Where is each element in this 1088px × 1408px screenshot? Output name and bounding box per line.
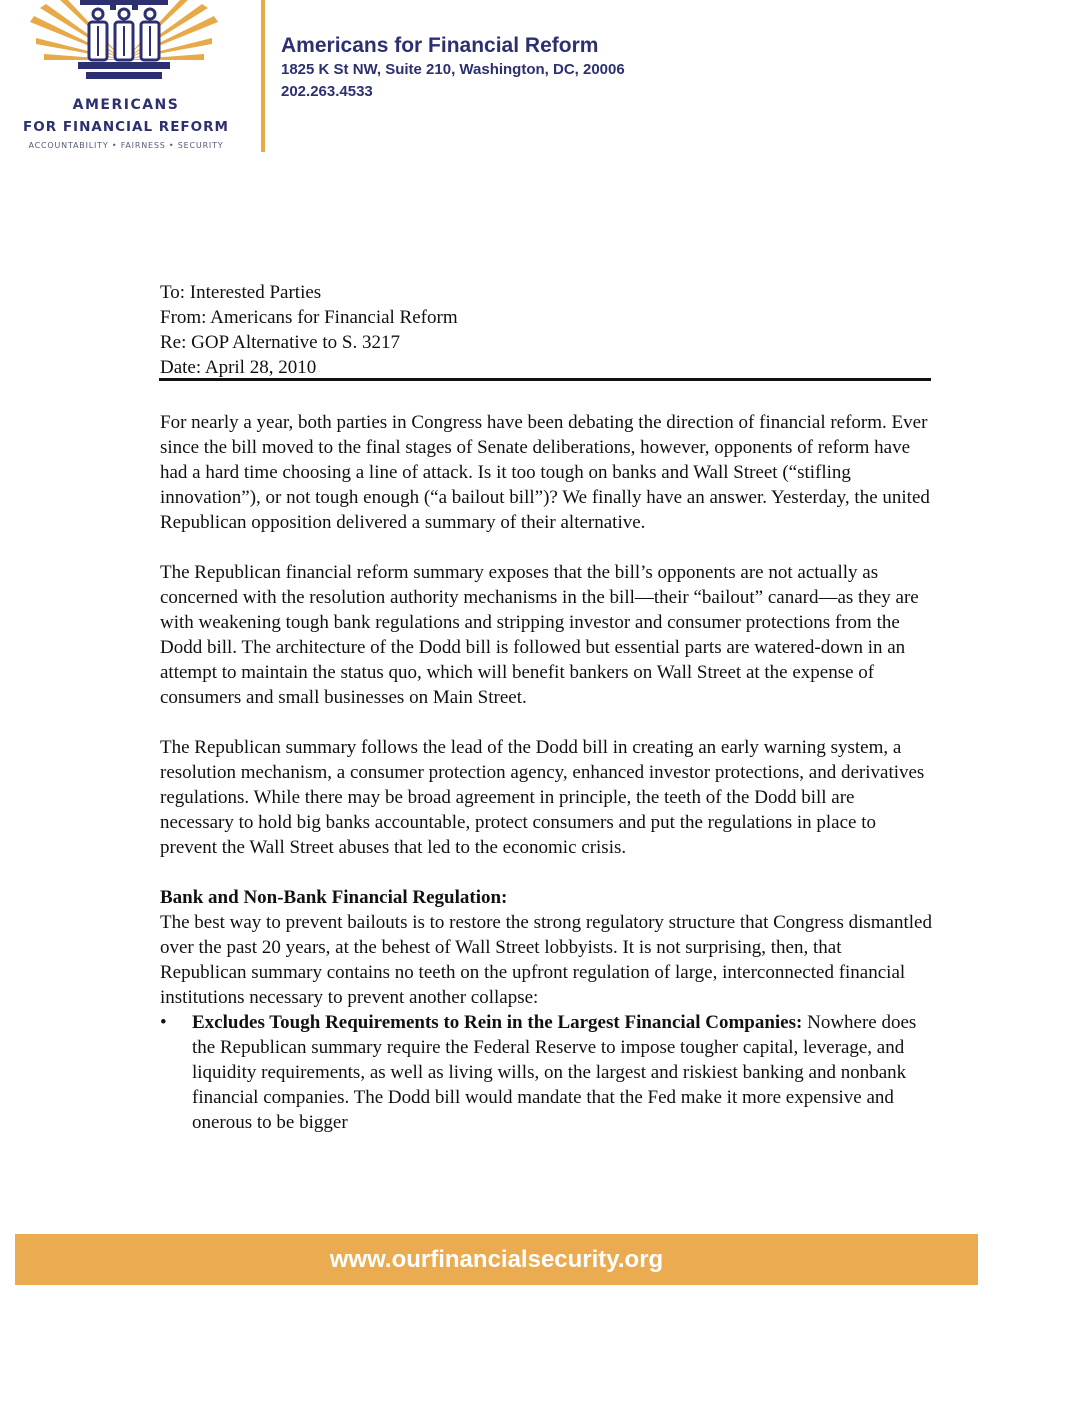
list-item	[160, 1010, 932, 1135]
logo-name-line2: FOR FINANCIAL REFORM	[23, 119, 229, 135]
org-name: Americans for Financial Reform	[281, 34, 599, 57]
section-intro: The best way to prevent bailouts is to restore the strong regulatory structure that Congress dismantled over the past 20 years, at the behest of Wall Street lobbyists. It is not surprising, then, that Republican summary contains no teeth on the upfront regulation of large, interconnected financial institutions necessary to prevent another collapse:	[160, 912, 932, 1008]
logo-name-line1: AMERICANS	[72, 97, 180, 113]
body-paragraph-1: For nearly a year, both parties in Congress have been debating the direction of financial reform. Ever since the bill moved to the final stages of Senate deliberations, however, opponents of reform have had a hard time choosing a line of attack. Is it too tough on banks and Wall Street (“stifling innovation”), or not tough enough (“a bailout bill”)? We finally have an answer. Yesterday, the united Republican opposition delivered a summary of their alternative.	[160, 412, 930, 533]
memo-to: To: Interested Parties	[160, 282, 322, 303]
memo-date: Date: April 28, 2010	[160, 357, 317, 378]
logo-emblem-icon	[0, 0, 252, 100]
body-paragraph-2: The Republican financial reform summary exposes that the bill’s opponents are not actually as concerned with the resolution authority mechanisms in the bill—their “bailout” canard—as they are with weakening tough bank regulations and stripping investor and consumer protections from the Dodd bill. The architecture of the Dodd bill is followed but essential parts are watered-down in an attempt to maintain the status quo, which will benefit bankers on Wall Street at the expense of consumers and small businesses on Main Street.	[160, 562, 919, 708]
letterhead-divider	[261, 0, 265, 152]
org-contact-block	[281, 33, 625, 103]
memo-re: Re: GOP Alternative to S. 3217	[160, 332, 400, 353]
afr-logo	[0, 0, 252, 160]
logo-tagline: ACCOUNTABILITY • FAIRNESS • SECURITY	[28, 141, 224, 150]
memo-body	[160, 410, 932, 1135]
footer-bar	[15, 1234, 978, 1285]
body-paragraph-3: The Republican summary follows the lead of the Dodd bill in creating an early warning system, a resolution mechanism, a consumer protection agency, enhanced investor protections, and derivatives regulations. While there may be broad agreement in principle, the teeth of the Dodd bill are necessary to hold big banks accountable, protect consumers and put the regulations in place to prevent the Wall Street abuses that led to the economic crisis.	[160, 737, 925, 858]
bullet-title: Excludes Tough Requirements to Rein in the Largest Financial Companies:	[192, 1012, 803, 1033]
bullet-text: Nowhere does the Republican summary require the Federal Reserve to impose tougher capital, leverage, and liquidity requirements, as well as living wills, on the largest and riskiest banking and nonbank financial companies. The Dodd bill would mandate that the Fed make it more expensive and onerous to be bigger	[192, 1012, 917, 1133]
footer-url: www.ourfinancialsecurity.org	[329, 1246, 664, 1273]
memo-header	[160, 280, 931, 380]
org-phone: 202.263.4533	[281, 83, 373, 100]
org-address: 1825 K St NW, Suite 210, Washington, DC, 20006	[281, 61, 625, 78]
memo-divider	[159, 378, 931, 381]
section-heading: Bank and Non-Bank Financial Regulation:	[160, 887, 508, 908]
bullet-icon: •	[160, 1012, 167, 1033]
memo-from: From: Americans for Financial Reform	[160, 307, 458, 328]
